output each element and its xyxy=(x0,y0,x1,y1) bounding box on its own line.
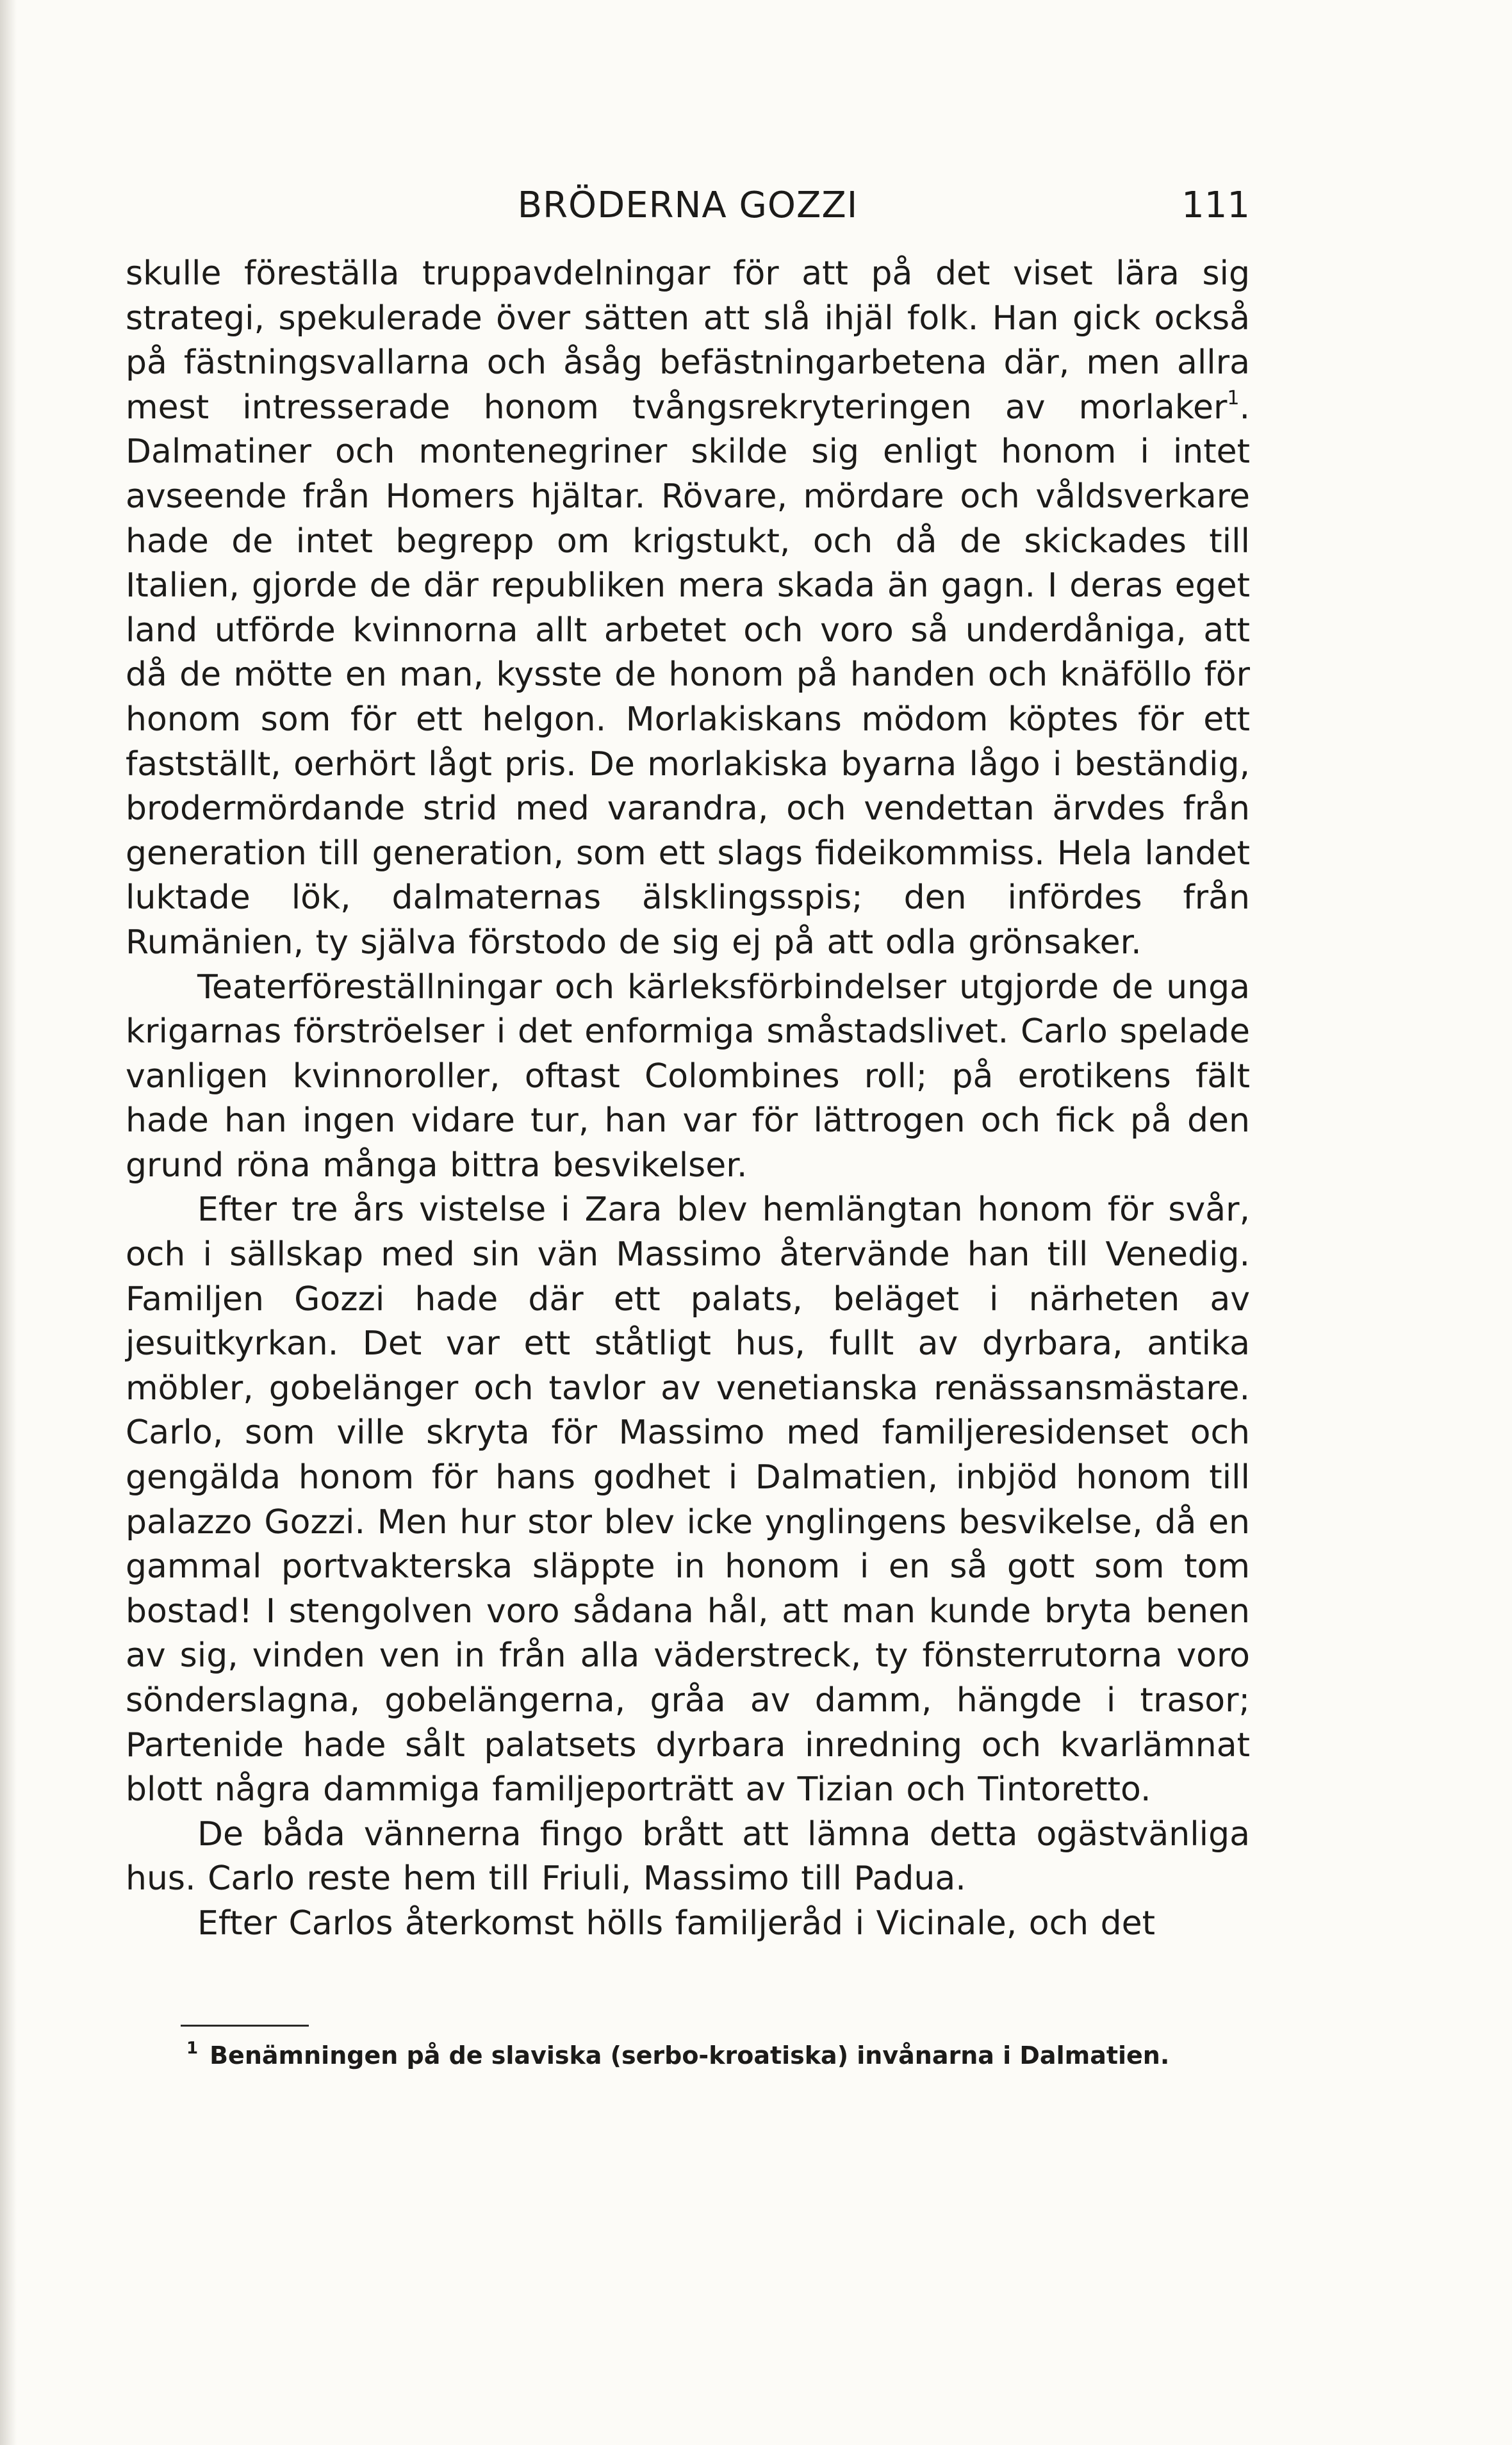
paragraph-3: Efter tre års vistelse i Zara blev hemlängtan honom för svår, och i sällskap med sin vän Massimo återvände han till Venedig. Familjen Gozzi hade där ett palats, beläget i närheten av jesuitkyrkan. Det var ett ståtligt hus, fullt av dyrbara, antika möbler, gobelänger och tavlor av venetianska renässansmästare. Carlo, som ville skryta för Massimo med familjeresidenset och gengälda honom för hans godhet i Dalmatien, inbjöd honom till palazzo Gozzi. Men hur stor blev icke ynglingens besvikelse, då en gammal portvakterska släppte in honom i en så gott som tom bostad! I stengolven voro sådana hål, att man kunde bryta benen av sig, vinden ven in från alla väderstreck, ty fönsterrutorna voro sönderslagna, gobelängerna, gråa av damm, hängde i trasor; Partenide hade sålt palatsets dyrbara inredning och kvarlämnat blott några dammiga familjeporträtt av Tizian och Tintoretto. xyxy=(126,1190,1250,1809)
running-header xyxy=(126,177,1250,235)
footnote-rule xyxy=(181,2025,309,2027)
page-number: 111 xyxy=(1181,185,1250,226)
running-title: BRÖDERNA GOZZI xyxy=(517,185,859,226)
paragraph-1 xyxy=(126,252,1250,966)
footnote-mark: 1 xyxy=(186,2039,199,2058)
paragraph-5: Efter Carlos återkomst hölls familjeråd i Vicinale, och det xyxy=(197,1904,1156,1943)
paragraph-2: Teaterföreställningar och kärleksförbindelser utgjorde de unga krigarnas förströelser i det enformiga småstadslivet. Carlo spelade vanligen kvinnoroller, oftast Colombines roll; på erotikens fält hade han ingen vidare tur, han var för lättrogen och fick på den grund röna många bittra besvikelser. xyxy=(126,967,1250,1185)
footnote xyxy=(186,2038,1244,2073)
paragraph-1-text-a: skulle föreställa truppavdelningar för att på det viset lära sig strategi, spekulerade över sätten att slå ihjäl folk. Han gick också på fästningsvallarna och åsåg befästningarbetena där, men allra mest intresserade honom tvångsrekryteringen av morlaker xyxy=(126,254,1250,427)
paragraph-1-text-b: . Dalmatiner och montenegriner skilde sig enligt honom i intet avseende från Homers hjältar. Rövare, mördare och våldsverkare hade de intet begrepp om krigstukt, och då de skickades till Italien, gjorde de där republiken mera skada än gagn. I deras eget land utförde kvinnorna allt arbetet och voro så underdåniga, att då de mötte en man, kysste de honom på handen och knäföllo för honom som för ett helgon. Morlakiskans mödom köptes för ett fastställt, oerhört lågt pris. De morlakiska byarna lågo i beständig, brodermördande strid med varandra, och vendettan ärvdes från generation till generation, som ett slags fideikommiss. Hela landet luktade lök, dalmaternas älsklingsspis; den infördes från Rumänien, ty själva förstodo de sig ej på att odla grönsaker. xyxy=(126,388,1250,962)
body-text xyxy=(126,252,1250,1947)
footnote-text: Benämningen på de slaviska (serbo-kroatiska) invånarna i Dalmatien. xyxy=(210,2041,1170,2070)
footnote-reference: 1 xyxy=(1227,386,1240,409)
paragraph-4: De båda vännerna fingo brått att lämna detta ogästvänliga hus. Carlo reste hem till Friuli, Massimo till Padua. xyxy=(126,1815,1250,1898)
page-edge-shadow xyxy=(0,0,17,2445)
